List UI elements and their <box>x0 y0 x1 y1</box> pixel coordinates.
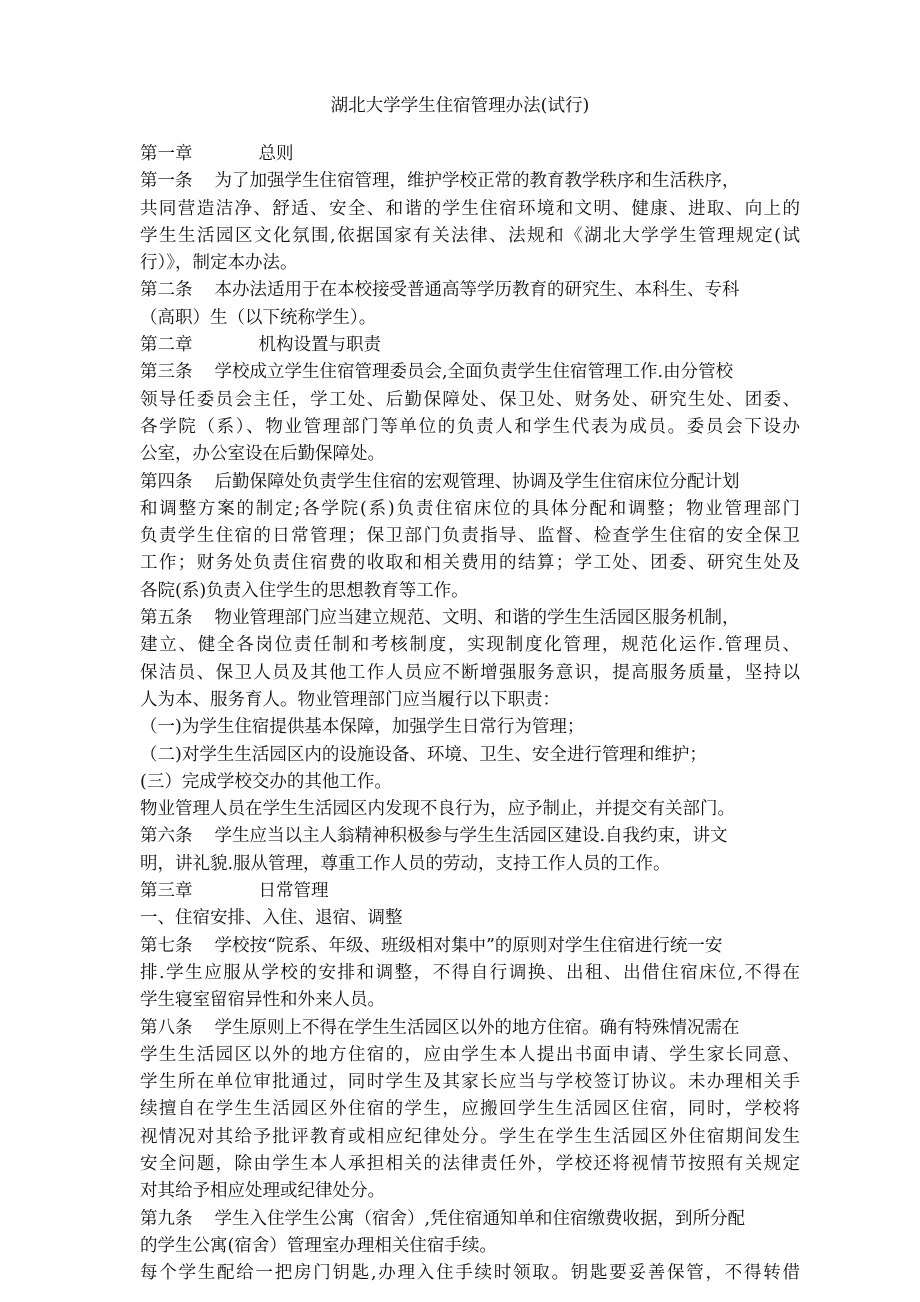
text-line <box>140 1178 800 1205</box>
article-number: 第二条 <box>140 280 193 301</box>
line-text: 视情况对其给予批评教育或相应纪律处分。学生在学生生活园区外住宿期间发生 <box>140 1126 800 1147</box>
line-text: 明，讲礼貌.服从管理，尊重工作人员的劳动，支持工作人员的工作。 <box>140 853 671 874</box>
line-text: 学生生活园区以外的地方住宿的，应由学生本人提出书面申请、学生家长同意、 <box>140 1044 800 1065</box>
article-line <box>140 605 800 632</box>
article-text: 为了加强学生住宿管理，维护学校正常的教育教学秩序和生活秩序， <box>214 171 740 192</box>
article-line <box>140 168 800 195</box>
text-line <box>140 1069 800 1096</box>
text-line <box>140 660 800 687</box>
article-number: 第一条 <box>140 171 193 192</box>
article-line <box>140 823 800 850</box>
text-line <box>140 1096 800 1123</box>
article-line <box>140 1206 800 1233</box>
chapter-heading <box>140 332 800 359</box>
chapter-title: 总则 <box>258 144 294 164</box>
chapter-number: 第二章 <box>140 335 193 356</box>
text-line <box>140 714 800 741</box>
line-text: 领导任委员会主任，学工处、后勤保障处、保卫处、财务处、研究生处、团委、 <box>140 389 800 410</box>
article-number: 第七条 <box>140 935 193 956</box>
chapter-heading <box>140 141 800 168</box>
chapter-title: 机构设置与职责 <box>258 335 381 356</box>
line-text: 行）》，制定本办法。 <box>140 253 298 274</box>
article-number: 第九条 <box>140 1208 193 1229</box>
text-line <box>140 769 800 796</box>
article-line <box>140 933 800 960</box>
text-line <box>140 550 800 577</box>
article-number: 第三条 <box>140 362 193 383</box>
article-line <box>140 469 800 496</box>
line-text: 的学生公寓(宿舍）管理室办理相关住宿手续。 <box>140 1235 497 1256</box>
line-text: （高职）生（以下统称学生）。 <box>140 307 377 328</box>
article-text: 学生原则上不得在学生生活园区以外的地方住宿。确有特殊情况需在 <box>214 1017 740 1038</box>
text-line <box>140 578 800 605</box>
text-line <box>140 1042 800 1069</box>
line-text: 建立、健全各岗位责任制和考核制度，实现制度化管理，规范化运作.管理员、 <box>140 635 800 656</box>
article-text: 学生应当以主人翁精神积极参与学生生活园区建设.自我约束，讲文 <box>214 826 728 847</box>
text-line <box>140 632 800 659</box>
article-number: 第五条 <box>140 608 193 629</box>
text-line <box>140 742 800 769</box>
line-text: 工作；财务处负责住宿费的收取和相关费用的结算；学工处、团委、研究生处及 <box>140 553 800 574</box>
article-text: 学生入住学生公寓（宿舍）,凭住宿通知单和住宿缴费收据，到所分配 <box>214 1208 746 1229</box>
text-line <box>140 496 800 523</box>
text-line <box>140 441 800 468</box>
text-line <box>140 987 800 1014</box>
line-text: 公室，办公室设在后勤保障处。 <box>140 444 385 465</box>
line-text: 每个学生配给一把房门钥匙,办理入住手续时领取。钥匙要妥善保管，不得转借 <box>140 1263 800 1284</box>
line-text: 各院(系)负责入住学生的思想教育等工作。 <box>140 580 469 601</box>
text-line <box>140 1124 800 1151</box>
line-text: 学生寝室留宿异性和外来人员。 <box>140 990 385 1011</box>
text-line <box>140 196 800 223</box>
line-text: 人为本、服务育人。物业管理部门应当履行以下职责： <box>140 689 560 710</box>
line-text: 续擅自在学生生活园区外住宿的学生，应搬回学生生活园区住宿，同时，学校将 <box>140 1099 800 1120</box>
article-text: 物业管理部门应当建立规范、文明、和谐的学生生活园区服务机制， <box>214 608 740 629</box>
line-text: 学生生活园区文化氛围,依据国家有关法律、法规和《湖北大学学生管理规定(试 <box>140 225 800 246</box>
line-text: 各学院（系）、物业管理部门等单位的负责人和学生代表为成员。委员会下设办 <box>140 416 800 437</box>
article-number: 第六条 <box>140 826 193 847</box>
document-title: 湖北大学学生住宿管理办法(试行) <box>330 96 590 116</box>
article-text: 后勤保障处负责学生住宿的宏观管理、协调及学生住宿床位分配计划 <box>214 471 740 492</box>
article-text: 学校按“院系、年级、班级相对集中”的原则对学生住宿进行统一安 <box>214 935 723 956</box>
document-body <box>140 141 800 1287</box>
line-text: 负责学生住宿的日常管理；保卫部门负责指导、监督、检查学生住宿的安全保卫 <box>140 526 800 547</box>
text-line <box>140 905 800 932</box>
article-line <box>140 277 800 304</box>
line-text: 共同营造洁净、舒适、安全、和谐的学生住宿环境和文明、健康、进取、向上的 <box>140 198 800 219</box>
line-text: 保洁员、保卫人员及其他工作人员应不断增强服务意识，提高服务质量，坚持以 <box>140 662 800 683</box>
line-text: （一)为学生住宿提供基本保障，加强学生日常行为管理； <box>140 717 585 738</box>
chapter-number: 第一章 <box>140 144 193 164</box>
text-line <box>140 1151 800 1178</box>
line-text: 排.学生应服从学校的安排和调整，不得自行调换、出租、出借住宿床位,不得在 <box>140 962 800 983</box>
text-line <box>140 305 800 332</box>
text-line <box>140 796 800 823</box>
line-text: 对其给予相应处理或纪律处分。 <box>140 1181 385 1202</box>
article-line <box>140 1015 800 1042</box>
chapter-title: 日常管理 <box>258 881 329 902</box>
line-text: 物业管理人员在学生生活园区内发现不良行为，应予制止，并提交有关部门。 <box>140 799 735 820</box>
text-line <box>140 1233 800 1260</box>
line-text: （二)对学生生活园区内的设施设备、环境、卫生、安全进行管理和维护； <box>140 744 707 765</box>
text-line <box>140 414 800 441</box>
text-line <box>140 687 800 714</box>
text-line <box>140 851 800 878</box>
text-line <box>140 523 800 550</box>
line-text: 安全问题，除由学生本人承担相关的法律责任外，学校还将视情节按照有关规定 <box>140 1153 800 1174</box>
chapter-number: 第三章 <box>140 881 193 902</box>
line-text: 学生所在单位审批通过，同时学生及其家长应当与学校签订协议。未办理相关手 <box>140 1072 800 1093</box>
chapter-heading <box>140 878 800 905</box>
article-number: 第八条 <box>140 1017 193 1038</box>
text-line <box>140 960 800 987</box>
text-line <box>140 1260 800 1287</box>
line-text: 和调整方案的制定;各学院(系)负责住宿床位的具体分配和调整；物业管理部门 <box>140 498 800 519</box>
text-line <box>140 387 800 414</box>
text-line <box>140 250 800 277</box>
article-line <box>140 359 800 386</box>
line-text: 一、住宿安排、入住、退宿、调整 <box>140 908 403 929</box>
article-number: 第四条 <box>140 471 193 492</box>
article-text: 学校成立学生住宿管理委员会,全面负责学生住宿管理工作.由分管校 <box>214 362 734 383</box>
text-line <box>140 223 800 250</box>
article-text: 本办法适用于在本校接受普通高等学历教育的研究生、本科生、专科 <box>214 280 740 301</box>
line-text: (三）完成学校交办的其他工作。 <box>140 771 392 792</box>
